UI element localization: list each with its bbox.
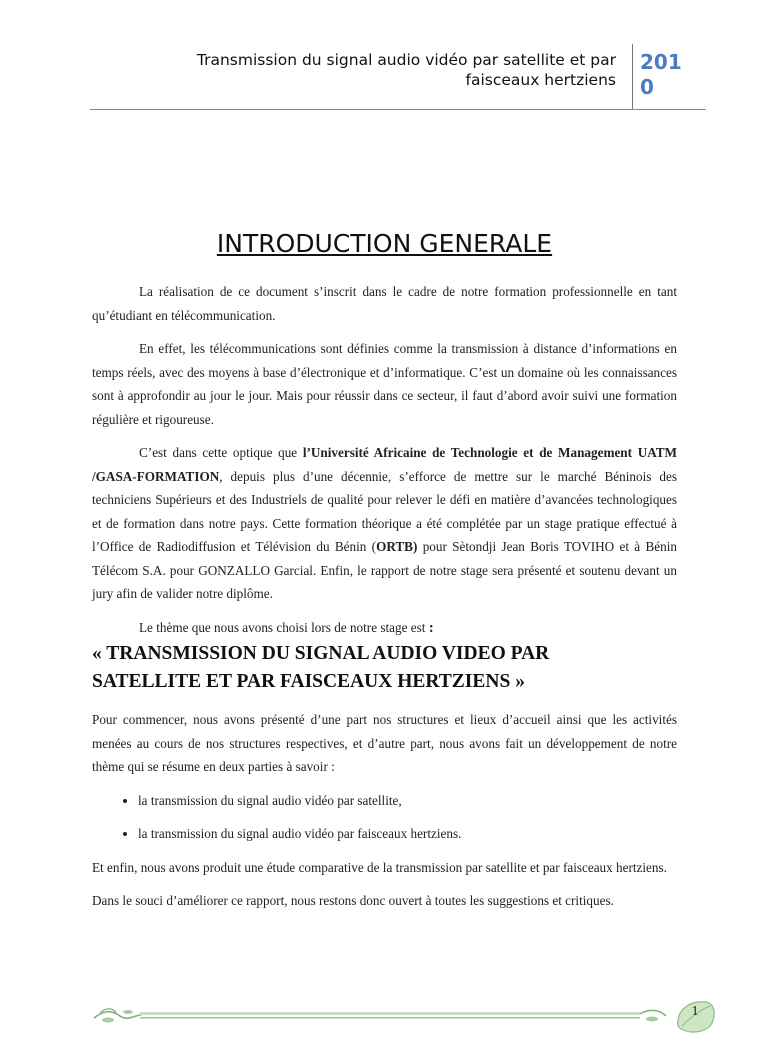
page-header [90, 44, 706, 110]
theme-title-line1: « TRANSMISSION DU SIGNAL AUDIO VIDEO PAR [92, 643, 550, 664]
header-title-line1: Transmission du signal audio vidéo par satellite et par [196, 51, 616, 69]
header-rule [90, 109, 706, 110]
paragraph-overview: Pour commencer, nous avons présenté d’une part nos structures et lieux d’accueil ainsi que les activités menées au cours de nos structures respectives, et d’autre part, nous avons fait un développement de notre thème qui se résume en deux parties à savoir : [92, 712, 677, 774]
page-number-badge [672, 996, 718, 1036]
parts-list [92, 789, 677, 846]
list-item: • la transmission du signal audio vidéo par satellite, [138, 789, 677, 813]
header-title-line2: faisceaux hertziens [465, 71, 616, 89]
header-year [640, 50, 700, 100]
header-year-bottom: 0 [640, 75, 654, 99]
page-title: INTRODUCTION GENERALE [216, 229, 553, 258]
page-number: 1 [691, 1004, 699, 1019]
theme-intro-text: Le thème que nous avons choisi lors de notre stage est [139, 619, 429, 635]
paragraph-university [92, 441, 677, 606]
theme-title-line2: SATELLITE ET PAR FAISCEAUX HERTZIENS » [92, 671, 525, 692]
theme-title [92, 640, 677, 696]
paragraph-university-text1: C’est dans cette optique que [139, 445, 303, 460]
page-content [92, 226, 677, 923]
university-name: l’Université Africaine de Technologie et de Management UATM /GASA-FORMATION [92, 445, 677, 484]
footer-ornament [90, 1004, 670, 1024]
paragraph-intro: La réalisation de ce document s’inscrit dans le cadre de notre formation professionnelle en tant qu’étudiant en télécommunication. [92, 284, 677, 323]
theme-intro-colon: : [428, 619, 434, 636]
ortb-name: ORTB) [376, 539, 418, 554]
paragraph-university-text2: , depuis plus d’une décennie, s’efforce de mettre sur le marché Béninois des techniciens Supérieurs et des Industriels de qualité pour relever le défi en matière d’avancées technologiques et de formation dans notre pays. Cette formation théorique a été complétée par un stage pratique effectué à l’Office de Radiodiffusion et Télévision du Bénin ( [92, 468, 677, 554]
header-year-top: 201 [640, 50, 682, 74]
paragraph-theme-intro [92, 616, 677, 641]
paragraph-comparison: Et enfin, nous avons produit une étude comparative de la transmission par satellite et par faisceaux hertziens. [92, 859, 667, 875]
paragraph-definition: En effet, les télécommunications sont définies comme la transmission à distance d’informations en temps réels, avec des moyens à base d’électronique et d’informatique. C’est un domaine où les connaissances sont à approfondir au jour le jour. Mais pour réussir dans ce secteur, il faut d’abord avoir suivi une formation régulière et rigoureuse. [92, 341, 677, 427]
paragraph-university-text3: pour Sètondji Jean Boris TOVIHO et à Bénin Télécom S.A. pour GONZALLO Garcial. Enfin, le rapport de notre stage sera présenté et soutenu devant un jury afin de valider notre diplôme. [92, 539, 677, 601]
list-item: • la transmission du signal audio vidéo par faisceaux hertziens. [138, 822, 677, 846]
paragraph-closing: Dans le souci d’améliorer ce rapport, nous restons donc ouvert à toutes les suggestions et critiques. [92, 893, 614, 908]
header-divider [632, 44, 633, 110]
header-title [96, 50, 616, 90]
